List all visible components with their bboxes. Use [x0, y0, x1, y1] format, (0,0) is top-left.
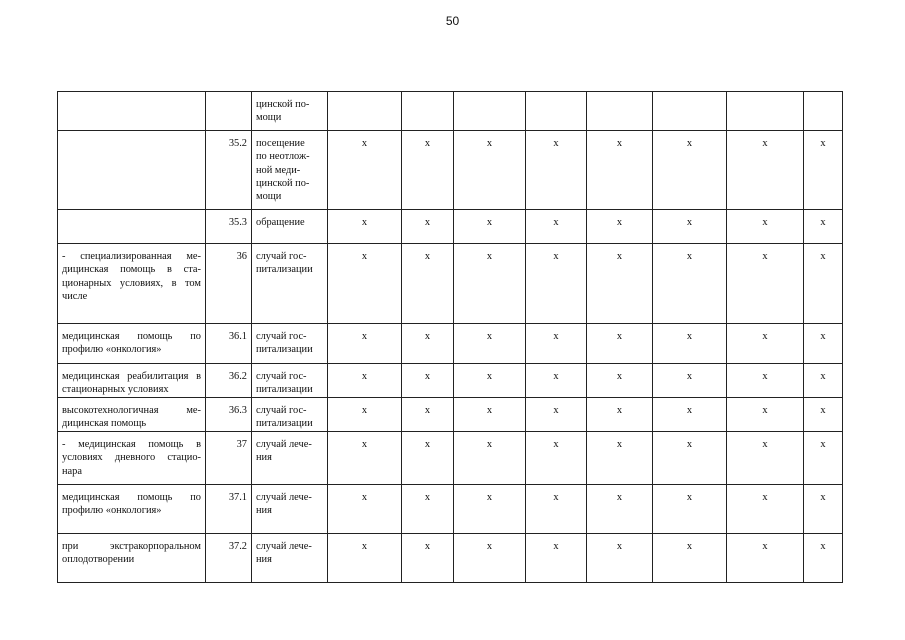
row-unit-text: посещение по неотлож- ной меди- цинской по- мощи [256, 138, 310, 203]
row-name-cell: медицинская реабилитация в стационарных условиях [58, 364, 206, 398]
row-value-cell: х [454, 398, 526, 432]
row-unit-text: случай лече- ния [256, 439, 312, 464]
row-value-cell: х [587, 364, 653, 398]
row-name-cell: высокотехнологичная ме-дицинская помощь [58, 398, 206, 432]
row-value-cell: х [454, 364, 526, 398]
row-value-cell: х [653, 398, 727, 432]
row-value-cell: х [653, 364, 727, 398]
row-name-cell: - медицинская помощь в условиях дневного стацио-нара [58, 432, 206, 485]
row-name-cell [58, 92, 206, 131]
row-value-cell: х [653, 324, 727, 364]
table-row [58, 485, 843, 534]
row-value-cell: х [454, 432, 526, 485]
row-value-cell: х [727, 485, 804, 534]
row-value-cell: х [402, 131, 454, 210]
row-value-cell: х [328, 324, 402, 364]
row-value-cell: х [526, 534, 587, 583]
table-row [58, 244, 843, 324]
indicator-table [57, 91, 843, 583]
row-value-cell: х [727, 131, 804, 210]
row-value-cell: х [526, 485, 587, 534]
row-value-cell: х [402, 485, 454, 534]
row-name-cell [58, 210, 206, 244]
row-value-cell: х [653, 244, 727, 324]
row-unit-text: случай гос- питализации [256, 251, 313, 276]
row-value-cell: х [328, 210, 402, 244]
table-row [58, 210, 843, 244]
row-code-cell: 37.1 [206, 485, 252, 534]
row-value-cell: х [587, 485, 653, 534]
row-value-cell: х [402, 244, 454, 324]
row-value-cell: х [402, 324, 454, 364]
row-unit-cell [252, 485, 328, 534]
row-value-cell: х [804, 244, 843, 324]
row-unit-cell [252, 364, 328, 398]
row-unit-cell [252, 398, 328, 432]
table-row [58, 92, 843, 131]
row-value-cell: х [454, 131, 526, 210]
row-value-cell: х [587, 324, 653, 364]
row-value-cell: х [328, 398, 402, 432]
row-unit-text: цинской по- мощи [256, 99, 310, 124]
row-value-cell: х [587, 131, 653, 210]
row-value-cell [454, 92, 526, 131]
row-value-cell: х [328, 131, 402, 210]
row-unit-text: случай гос- питализации [256, 405, 313, 430]
row-value-cell: х [454, 210, 526, 244]
row-value-cell [526, 92, 587, 131]
row-value-cell: х [454, 244, 526, 324]
row-value-cell [328, 92, 402, 131]
row-unit-cell [252, 324, 328, 364]
row-value-cell: х [402, 210, 454, 244]
row-value-cell: х [727, 432, 804, 485]
row-code-cell: 36.3 [206, 398, 252, 432]
row-unit-text: обращение [256, 217, 305, 228]
row-unit-text: случай гос- питализации [256, 371, 313, 396]
row-value-cell: х [587, 432, 653, 485]
row-unit-cell [252, 131, 328, 210]
row-value-cell: х [727, 210, 804, 244]
table-row [58, 364, 843, 398]
row-value-cell: х [727, 324, 804, 364]
row-value-cell: х [727, 534, 804, 583]
row-value-cell: х [526, 244, 587, 324]
row-value-cell: х [587, 210, 653, 244]
row-value-cell: х [526, 398, 587, 432]
page-number: 50 [445, 14, 460, 28]
row-value-cell: х [727, 364, 804, 398]
row-value-cell: х [653, 534, 727, 583]
row-value-cell: х [402, 534, 454, 583]
table-row [58, 398, 843, 432]
table-row [58, 131, 843, 210]
row-value-cell: х [526, 432, 587, 485]
row-value-cell: х [727, 244, 804, 324]
row-code-cell: 37 [206, 432, 252, 485]
row-name-cell: при экстракорпоральном оплодотворении [58, 534, 206, 583]
row-value-cell: х [526, 364, 587, 398]
table-body [58, 92, 843, 583]
row-unit-cell [252, 210, 328, 244]
row-value-cell: х [653, 485, 727, 534]
row-value-cell [653, 92, 727, 131]
row-value-cell: х [653, 131, 727, 210]
row-value-cell: х [328, 364, 402, 398]
row-unit-text: случай гос- питализации [256, 331, 313, 356]
table-row [58, 324, 843, 364]
row-name-cell: - специализированная ме-дицинская помощь в ста-ционарных условиях, в том числе [58, 244, 206, 324]
row-value-cell: х [402, 364, 454, 398]
row-value-cell [587, 92, 653, 131]
row-value-cell: х [587, 398, 653, 432]
row-value-cell [727, 92, 804, 131]
row-code-cell [206, 92, 252, 131]
row-value-cell: х [804, 398, 843, 432]
row-value-cell: х [587, 244, 653, 324]
row-code-cell: 37.2 [206, 534, 252, 583]
row-value-cell: х [328, 534, 402, 583]
row-unit-text: случай лече- ния [256, 492, 312, 517]
row-value-cell: х [454, 485, 526, 534]
row-value-cell [402, 92, 454, 131]
row-value-cell: х [328, 432, 402, 485]
row-value-cell: х [804, 432, 843, 485]
row-unit-cell [252, 92, 328, 131]
row-value-cell: х [653, 432, 727, 485]
table-row [58, 432, 843, 485]
row-unit-cell [252, 244, 328, 324]
row-code-cell: 36.2 [206, 364, 252, 398]
row-value-cell: х [804, 485, 843, 534]
row-unit-cell [252, 432, 328, 485]
row-value-cell: х [402, 432, 454, 485]
row-value-cell: х [526, 210, 587, 244]
row-value-cell: х [526, 324, 587, 364]
row-unit-cell [252, 534, 328, 583]
row-value-cell: х [804, 131, 843, 210]
row-value-cell: х [804, 364, 843, 398]
row-value-cell [804, 92, 843, 131]
row-code-cell: 36 [206, 244, 252, 324]
row-unit-text: случай лече- ния [256, 541, 312, 566]
row-code-cell: 36.1 [206, 324, 252, 364]
row-value-cell: х [653, 210, 727, 244]
table-row [58, 534, 843, 583]
row-name-cell: медицинская помощь по профилю «онкология» [58, 485, 206, 534]
row-value-cell: х [526, 131, 587, 210]
row-code-cell: 35.2 [206, 131, 252, 210]
row-value-cell: х [454, 534, 526, 583]
row-name-cell [58, 131, 206, 210]
row-value-cell: х [804, 534, 843, 583]
row-value-cell: х [454, 324, 526, 364]
row-value-cell: х [328, 485, 402, 534]
row-value-cell: х [804, 210, 843, 244]
row-value-cell: х [727, 398, 804, 432]
row-value-cell: х [587, 534, 653, 583]
row-value-cell: х [328, 244, 402, 324]
row-code-cell: 35.3 [206, 210, 252, 244]
row-value-cell: х [402, 398, 454, 432]
row-name-cell: медицинская помощь по профилю «онкология» [58, 324, 206, 364]
row-value-cell: х [804, 324, 843, 364]
